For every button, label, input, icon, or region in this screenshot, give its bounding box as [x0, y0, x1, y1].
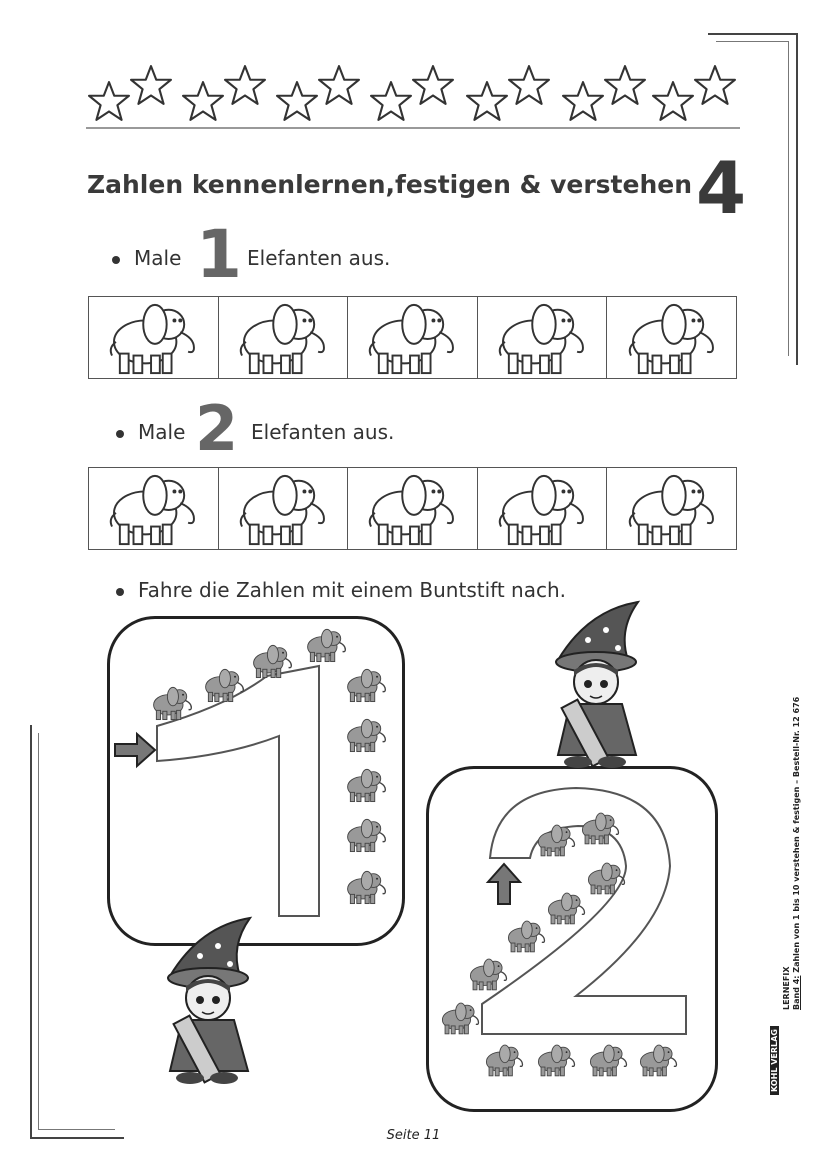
bullet-icon — [116, 430, 124, 438]
elephant-icon — [486, 1045, 522, 1076]
corner-frame-bottom-left-inner — [38, 733, 115, 1130]
chapter-number: 4 — [696, 146, 747, 230]
task-1-number: 1 — [196, 216, 242, 293]
task-1-prefix: Male — [134, 246, 182, 270]
star-icon — [131, 66, 171, 104]
elephant-icon — [103, 470, 203, 548]
wizard-icon — [160, 916, 270, 1086]
star-icon — [695, 66, 735, 104]
elephant-icon — [348, 769, 386, 801]
star-icon — [371, 82, 411, 120]
elephant-icon — [492, 470, 592, 548]
star-icon — [653, 82, 693, 120]
star-icon — [413, 66, 453, 104]
task-3 — [116, 578, 566, 602]
wizard-icon — [548, 600, 658, 770]
star-icon — [467, 82, 507, 120]
elephant-icon — [362, 470, 462, 548]
task-2 — [116, 420, 185, 444]
elephant-icon — [640, 1045, 676, 1076]
elephant-icon — [348, 669, 386, 701]
elephant-cell[interactable] — [607, 297, 736, 378]
elephant-icon — [508, 921, 544, 952]
bullet-icon — [116, 588, 124, 596]
elephant-icon — [622, 299, 722, 377]
elephant-cell[interactable] — [607, 468, 736, 549]
elephant-icon — [470, 959, 506, 990]
elephant-cell[interactable] — [219, 297, 349, 378]
task-1 — [112, 246, 181, 270]
band-label: Band 4: — [792, 975, 801, 1010]
star-icon — [319, 66, 359, 104]
task-3-text: Fahre die Zahlen mit einem Buntstift nach. — [138, 578, 566, 602]
page-title: Zahlen kennenlernen,festigen & verstehen — [87, 170, 692, 199]
elephant-icon — [492, 299, 592, 377]
star-icon — [563, 82, 603, 120]
elephant-cell[interactable] — [348, 297, 478, 378]
elephant-icon — [233, 299, 333, 377]
elephant-cell[interactable] — [89, 297, 219, 378]
star-icon — [225, 66, 265, 104]
sidebar-series-block — [782, 750, 791, 1010]
task-2-number: 2 — [195, 392, 239, 465]
elephant-icon — [233, 470, 333, 548]
elephant-icon — [538, 1045, 574, 1076]
task-2-suffix: Elefanten aus. — [251, 420, 395, 444]
arrow-up-icon — [488, 864, 520, 904]
elephant-cell[interactable] — [89, 468, 219, 549]
elephant-cell[interactable] — [219, 468, 349, 549]
star-border — [86, 62, 740, 124]
star-icon — [89, 82, 129, 120]
elephant-icon — [362, 299, 462, 377]
elephant-cell[interactable] — [348, 468, 478, 549]
arrow-right-icon — [115, 734, 155, 766]
elephant-icon — [308, 629, 346, 661]
elephant-cell[interactable] — [478, 468, 608, 549]
elephant-icon — [348, 871, 386, 903]
elephant-icon — [154, 687, 192, 719]
tracing-two-artwork — [426, 766, 718, 1112]
star-icon — [183, 82, 223, 120]
order-number: Bestell-Nr. 12 676 — [792, 696, 801, 778]
elephant-cell[interactable] — [478, 297, 608, 378]
elephant-icon — [348, 719, 386, 751]
page-footer: Seite 11 — [386, 1128, 441, 1143]
bullet-icon — [112, 256, 120, 264]
series-name: LERNEFIX — [782, 966, 791, 1010]
elephant-icon — [590, 1045, 626, 1076]
elephant-icon — [622, 470, 722, 548]
task-2-prefix: Male — [138, 420, 186, 444]
elephant-icon — [442, 1003, 478, 1034]
task-1-suffix: Elefanten aus. — [247, 246, 391, 270]
publisher-logo: KOHL VERLAG — [770, 1026, 779, 1095]
star-icon — [605, 66, 645, 104]
elephant-row-1 — [88, 296, 737, 379]
star-icon — [277, 82, 317, 120]
star-icon — [509, 66, 549, 104]
elephant-row-2 — [88, 467, 737, 550]
sidebar-publisher — [770, 985, 779, 1095]
elephant-icon — [103, 299, 203, 377]
elephant-icon — [348, 819, 386, 851]
tracing-one-artwork — [107, 616, 405, 946]
band-title: Zahlen von 1 bis 10 verstehen & festigen — [792, 786, 801, 973]
elephant-icon — [548, 893, 584, 924]
sidebar-band: Band 4: Zahlen von 1 bis 10 verstehen & festigen – Bestell-Nr. 12 676 — [792, 696, 801, 1010]
header-divider — [86, 127, 740, 129]
